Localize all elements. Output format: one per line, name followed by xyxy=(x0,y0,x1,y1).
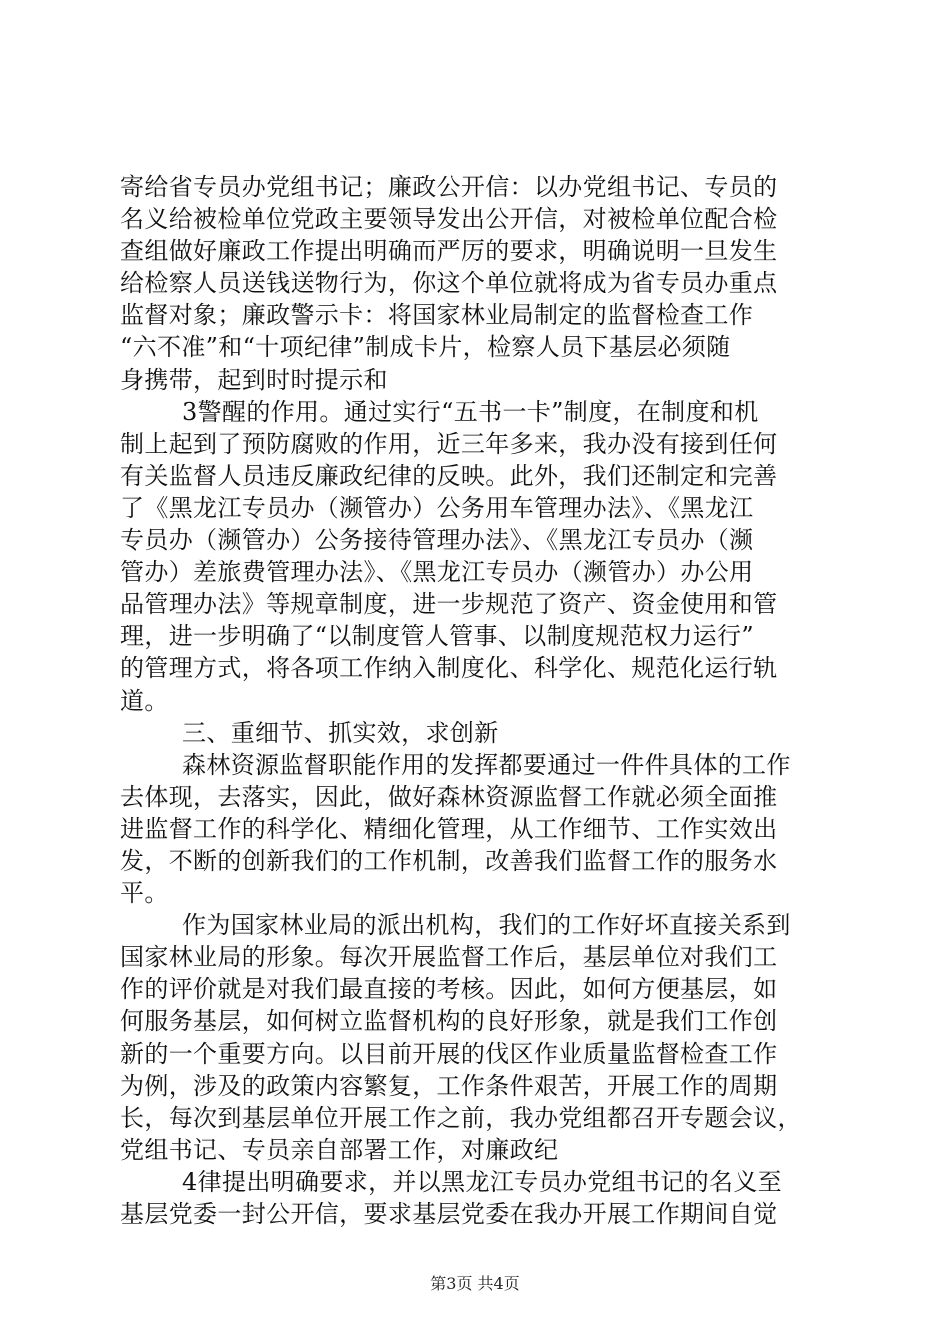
text-line: 身携带，起到时时提示和 xyxy=(120,365,388,394)
text-line: 寄给省专员办党组书记；廉政公开信：以办党组书记、专员的 xyxy=(120,173,778,201)
text-line: 制上起到了预防腐败的作用，近三年多来，我办没有接到任何 xyxy=(120,429,778,458)
text-line: 的管理方式，将各项工作纳入制度化、科学化、规范化运行轨 xyxy=(120,654,778,683)
text-line: 给检察人员送钱送物行为，你这个单位就将成为省专员办重点 xyxy=(120,269,778,298)
text-line: 为例，涉及的政策内容繁复，工作条件艰苦，开展工作的周期 xyxy=(120,1071,778,1100)
text-line: 了《黑龙江专员办（濒管办）公务用车管理办法》、《黑龙江 xyxy=(120,493,754,522)
text-line: 基层党委一封公开信，要求基层党委在我办开展工作期间自觉 xyxy=(120,1200,778,1228)
text-line: 平。 xyxy=(120,879,169,908)
text-line: 品管理办法》等规章制度，进一步规范了资产、资金使用和管 xyxy=(120,590,778,619)
text-line: 森林资源监督职能作用的发挥都要通过一件件具体的工作 xyxy=(182,750,791,779)
text-line: 3警醒的作用。通过实行“五书一卡”制度，在制度和机 xyxy=(182,397,759,426)
text-line: 专员办（濒管办）公务接待管理办法》、《黑龙江专员办（濒 xyxy=(120,526,754,555)
document-body xyxy=(120,171,840,1230)
text-line: 名义给被检单位党政主要领导发出公开信，对被检单位配合检 xyxy=(120,205,778,234)
text-line: 三、重细节、抓实效，求创新 xyxy=(182,718,499,747)
text-line: 长，每次到基层单位开展工作之前，我办党组都召开专题会议， xyxy=(120,1103,802,1132)
text-line: 理，进一步明确了“以制度管人管事、以制度规范权力运行” xyxy=(120,622,754,651)
text-line: 去体现，去落实，因此，做好森林资源监督工作就必须全面推 xyxy=(120,782,778,811)
text-line: 作为国家林业局的派出机构，我们的工作好坏直接关系到 xyxy=(182,911,791,940)
text-line: 道。 xyxy=(120,686,169,715)
page-footer: 第3页 共4页 xyxy=(430,1274,520,1293)
text-line: 作的评价就是对我们最直接的考核。因此，如何方便基层，如 xyxy=(120,975,778,1004)
text-line: 查组做好廉政工作提出明确而严厉的要求，明确说明一旦发生 xyxy=(120,237,778,266)
text-line: 国家林业局的形象。每次开展监督工作后，基层单位对我们工 xyxy=(120,943,778,972)
text-line: 新的一个重要方向。以目前开展的伐区作业质量监督检查工作 xyxy=(120,1039,778,1068)
text-line: 何服务基层，如何树立监督机构的良好形象，就是我们工作创 xyxy=(120,1007,778,1036)
text-line: 有关监督人员违反廉政纪律的反映。此外，我们还制定和完善 xyxy=(120,461,778,490)
text-line: 4律提出明确要求，并以黑龙江专员办党组书记的名义至 xyxy=(182,1167,783,1196)
text-line: 党组书记、专员亲自部署工作，对廉政纪 xyxy=(120,1135,559,1164)
text-line: 监督对象；廉政警示卡：将国家林业局制定的监督检查工作 xyxy=(120,301,754,330)
text-line: 进监督工作的科学化、精细化管理，从工作细节、工作实效出 xyxy=(120,814,778,843)
text-line: 管办）差旅费管理办法》、《黑龙江专员办（濒管办）办公用 xyxy=(120,558,754,587)
text-line: 发，不断的创新我们的工作机制，改善我们监督工作的服务水 xyxy=(120,846,778,875)
text-line: “六不准”和“十项纪律”制成卡片，检察人员下基层必须随 xyxy=(120,333,731,362)
